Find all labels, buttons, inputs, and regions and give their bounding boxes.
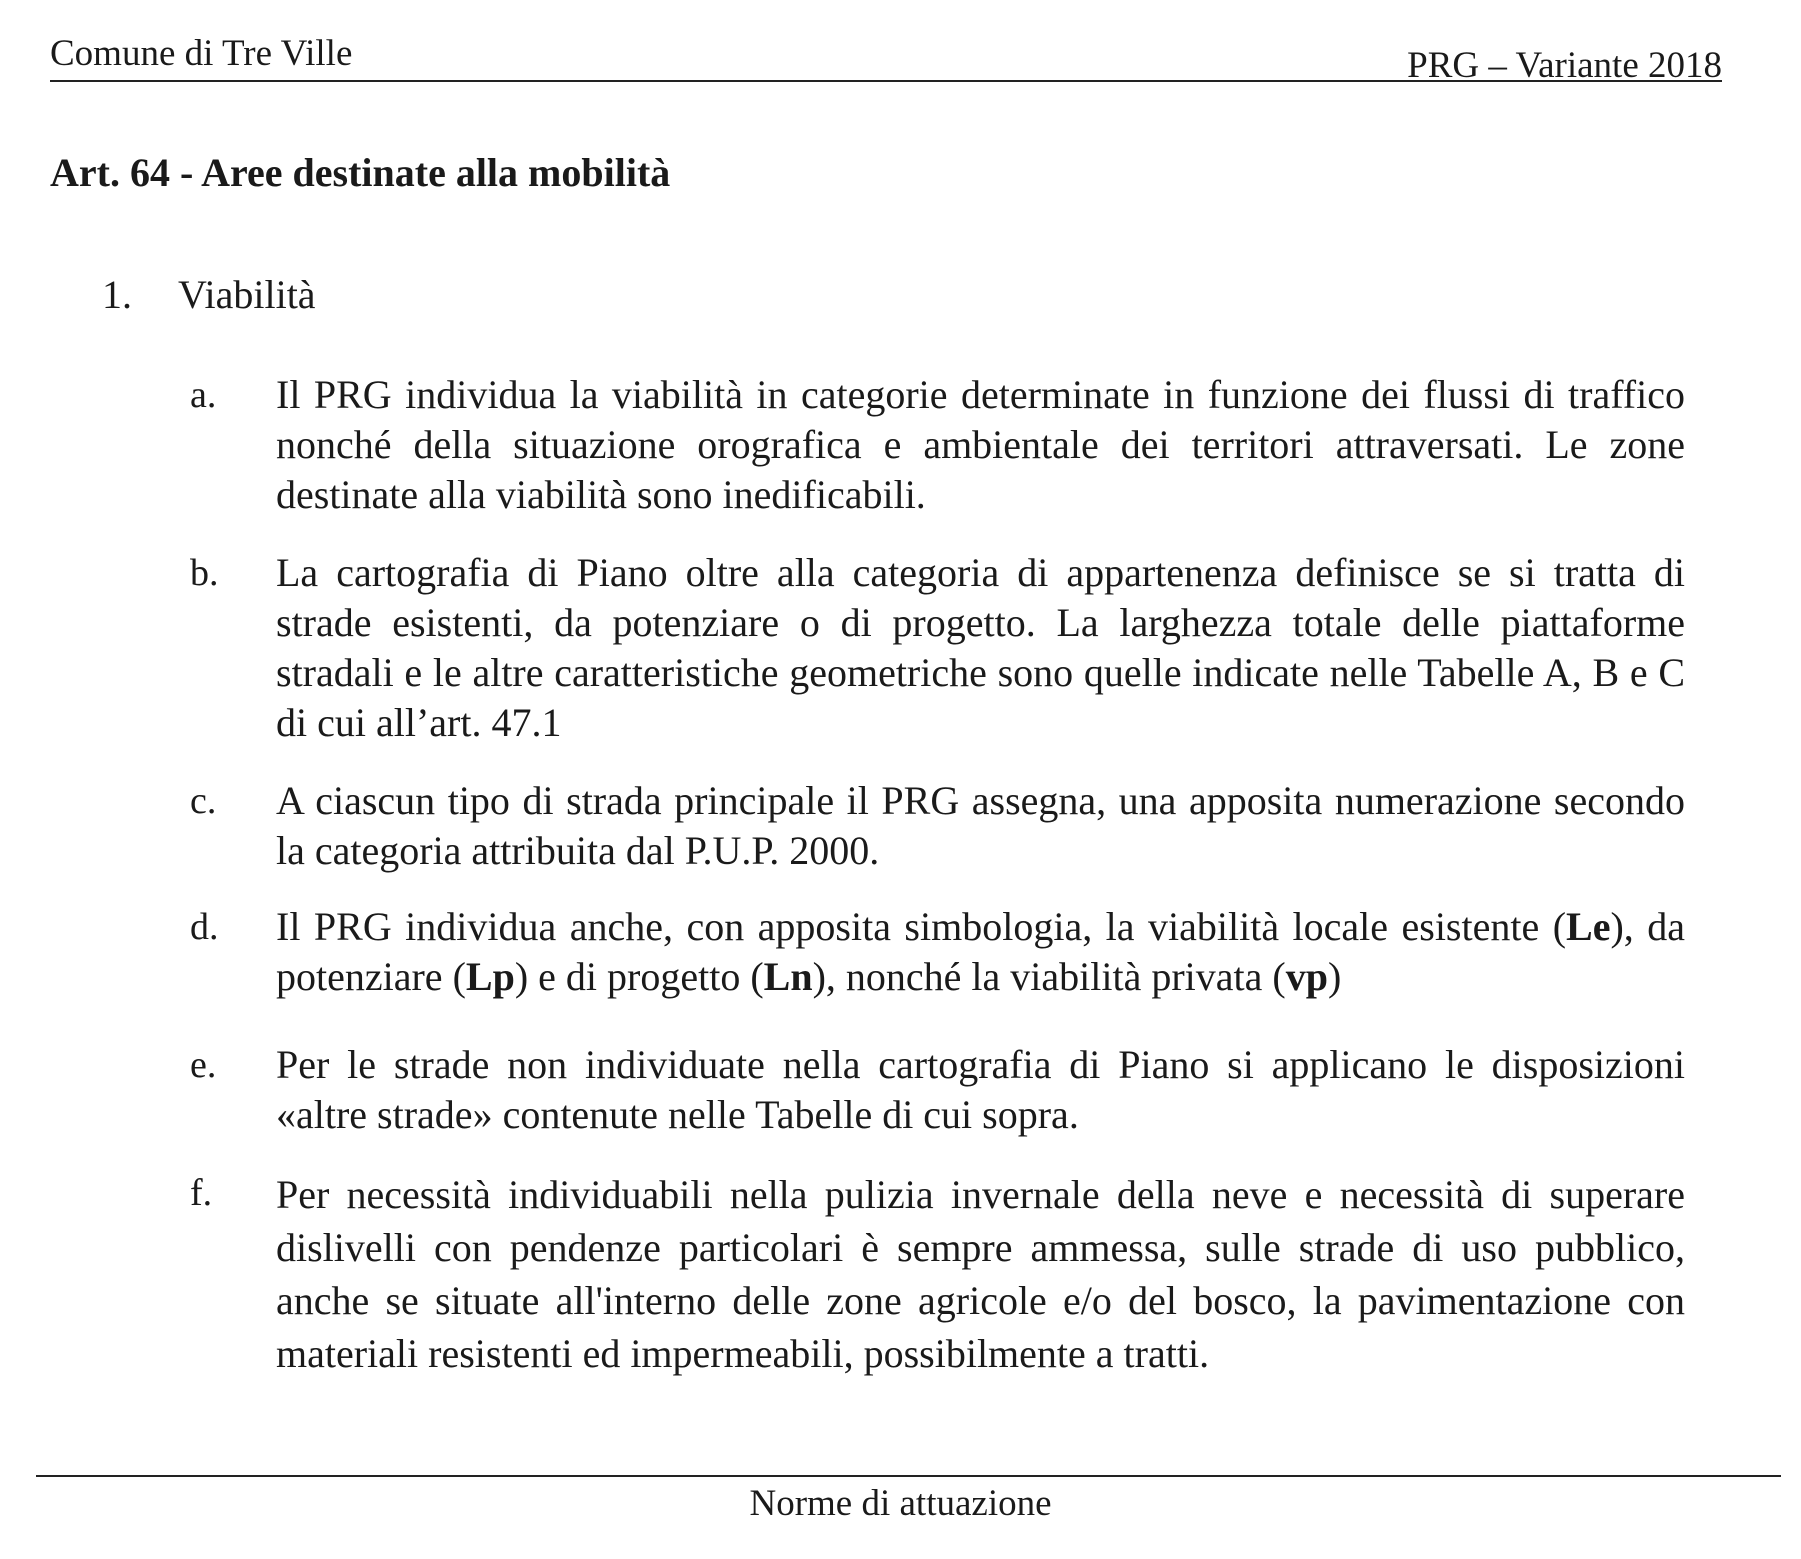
list-item-marker: b. <box>190 552 219 594</box>
symbol-ln: Ln <box>763 954 813 999</box>
symbol-lp: Lp <box>465 954 515 999</box>
list-item-text: Per le strade non individuate nella cartografia di Piano si applicano le disposizioni «altre strade» contenute nelle Tabelle di cui sopra. <box>276 1042 1685 1137</box>
list-item-text: A ciascun tipo di strada principale il PRG assegna, una apposita numerazione secondo la categoria attribuita dal P.U.P. 2000. <box>276 778 1685 873</box>
list-item-marker: d. <box>190 906 219 948</box>
footer-divider <box>36 1475 1781 1477</box>
list-item-marker: e. <box>190 1044 217 1086</box>
header-plan-version: PRG – Variante 2018 <box>1407 45 1722 86</box>
page-header <box>50 30 1722 86</box>
page-footer: Norme di attuazione <box>749 1483 1052 1524</box>
symbol-le: Le <box>1566 904 1611 949</box>
text-segment: ) e di progetto ( <box>514 954 764 999</box>
text-segment: ), nonché la viabilità privata ( <box>812 954 1286 999</box>
text-segment: ) <box>1327 954 1342 999</box>
symbol-vp: vp <box>1285 954 1328 999</box>
text-segment: ), da potenziare ( <box>276 904 1685 999</box>
list-item-marker: a. <box>190 374 217 416</box>
article-title: Art. 64 - Aree destinate alla mobilità <box>50 150 671 195</box>
list-item-text: Il PRG individua la viabilità in categorie determinate in funzione dei flussi di traffico nonché della situazione orografica e ambientale dei territori attraversati. Le zone destinate alla viabilità sono inedificabili. <box>276 372 1685 517</box>
text-segment: Il PRG individua anche, con apposita simbologia, la viabilità locale esistente ( <box>276 904 1567 949</box>
list-item-marker: c. <box>190 780 217 822</box>
section-title: Viabilità <box>178 272 316 317</box>
list-item-marker: f. <box>190 1172 213 1214</box>
header-municipality: Comune di Tre Ville <box>50 33 353 74</box>
list-item-text: La cartografia di Piano oltre alla categoria di appartenenza definisce se si tratta di strade esistenti, da potenziare o di progetto. La larghezza totale delle piattaforme stradali e le altre caratteristiche geometriche sono quelle indicate nelle Tabelle A, B e C di cui all’art. 47.1 <box>276 550 1685 745</box>
list-item-text: Per necessità individuabili nella pulizia invernale della neve e necessità di superare dislivelli con pendenze particolari è sempre ammessa, sulle strade di uso pubblico, anche se situate all'interno delle zone agricole e/o del bosco, la pavimentazione con materiali resistenti ed impermeabili, possibilmente a tratti. <box>276 1172 1685 1376</box>
section-number: 1. <box>102 272 132 317</box>
list-item-text <box>276 902 1685 1002</box>
